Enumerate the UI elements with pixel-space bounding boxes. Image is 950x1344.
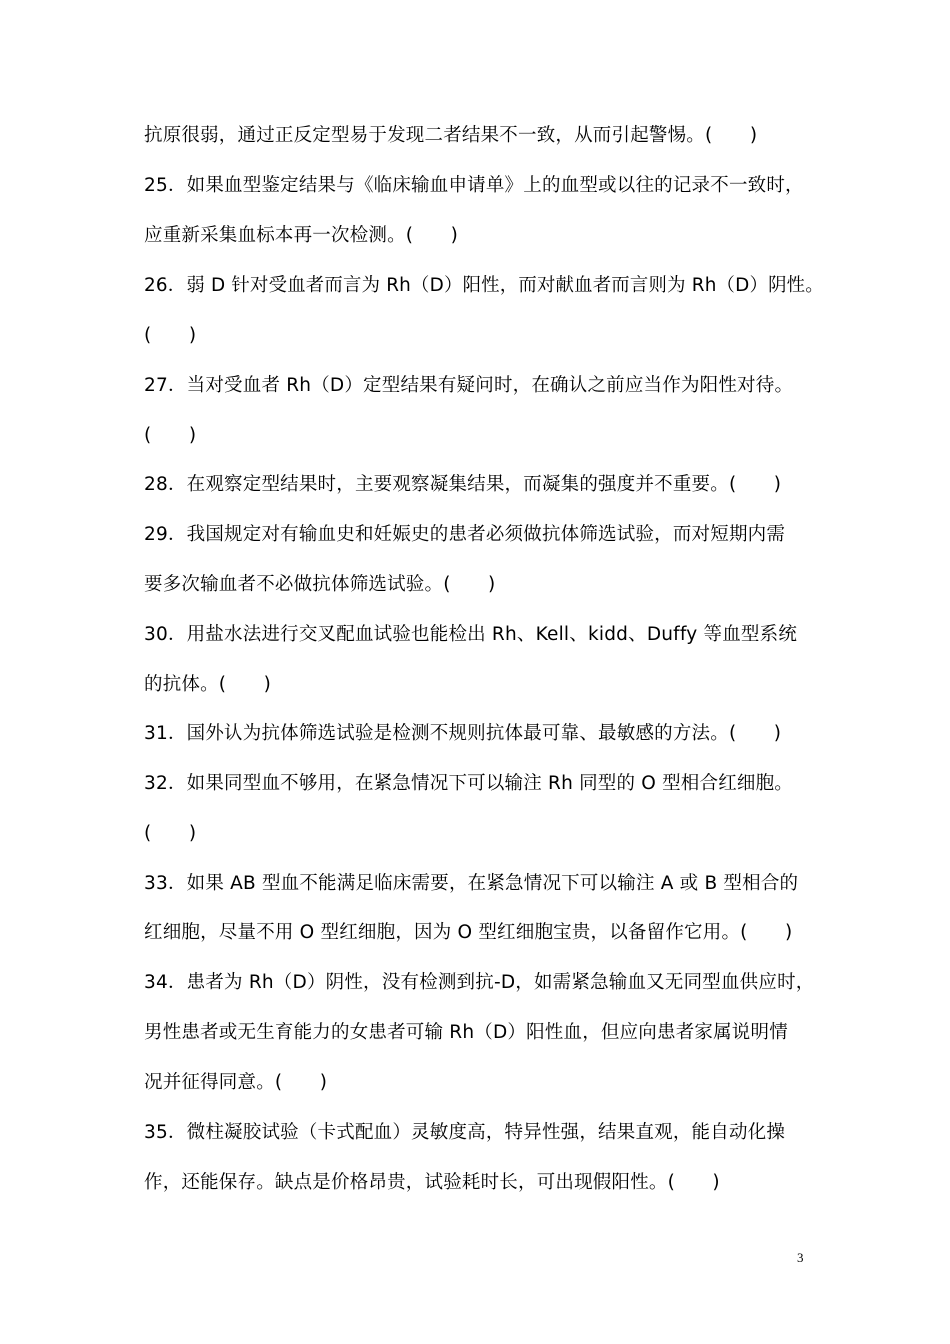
question-30-line-1: 30．用盐水法进行交叉配血试验也能检出 Rh、Kell、kidd、Duffy 等血型系统 [144,624,798,645]
question-30-line-2: 的抗体。( ) [144,674,272,695]
question-27-line-2: ( ) [144,425,197,446]
question-35-line-2: 作，还能保存。缺点是价格昂贵，试验耗时长，可出现假阳性。( ) [144,1172,720,1193]
question-26-line-1: 26．弱 D 针对受血者而言为 Rh（D）阳性，而对献血者而言则为 Rh（D）阴性。 [144,275,824,296]
question-26-line-2: ( ) [144,325,197,346]
question-34-line-1: 34．患者为 Rh（D）阴性，没有检测到抗-D，如需紧急输血又无同型血供应时， [144,972,815,993]
question-33-line-2: 红细胞，尽量不用 O 型红细胞，因为 O 型红细胞宝贵，以备留作它用。( ) [144,922,793,943]
question-34-line-3: 况并征得同意。( ) [144,1072,328,1093]
question-31-line-1: 31．国外认为抗体筛选试验是检测不规则抗体最可靠、最敏感的方法。( ) [144,723,782,744]
question-29-line-2: 要多次输血者不必做抗体筛选试验。( ) [144,574,496,595]
question-28-line-1: 28．在观察定型结果时，主要观察凝集结果，而凝集的强度并不重要。( ) [144,474,782,495]
question-29-line-1: 29．我国规定对有输血史和妊娠史的患者必须做抗体筛选试验，而对短期内需 [144,524,786,545]
question-34-line-2: 男性患者或无生育能力的女患者可输 Rh（D）阳性血，但应向患者家属说明情 [144,1022,788,1043]
question-32-line-1: 32．如果同型血不够用，在紧急情况下可以输注 Rh 同型的 O 型相合红细胞。 [144,773,794,794]
question-35-line-1: 35．微柱凝胶试验（卡式配血）灵敏度高，特异性强，结果直观，能自动化操 [144,1122,786,1143]
question-27-line-1: 27．当对受血者 Rh（D）定型结果有疑问时，在确认之前应当作为阳性对待。 [144,375,794,396]
question-25-line-1: 25．如果血型鉴定结果与《临床输血申请单》上的血型或以往的记录不一致时， [144,175,804,196]
text-line: 抗原很弱，通过正反定型易于发现二者结果不一致，从而引起警惕。( ) [144,125,758,146]
page-number: 3 [797,1250,804,1265]
question-25-line-2: 应重新采集血标本再一次检测。( ) [144,225,459,246]
question-32-line-2: ( ) [144,823,197,844]
question-33-line-1: 33．如果 AB 型血不能满足临床需要，在紧急情况下可以输注 A 或 B 型相合的 [144,873,799,894]
